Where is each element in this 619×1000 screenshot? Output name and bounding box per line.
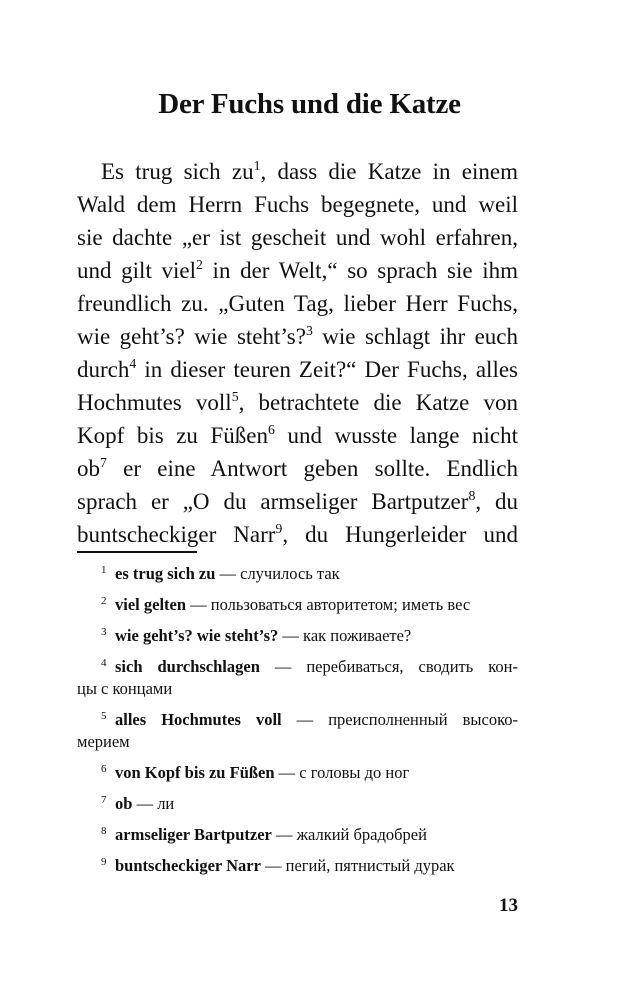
footnote-ref-6: 6 (267, 421, 275, 437)
footnote-ref-2: 2 (195, 256, 203, 272)
text-line-10: $ob^7$ er eine Antwort geben sollte. Endlich (77, 454, 518, 481)
text-line-1: Es trug sich $zu^1$, dass die Katze in einem (101, 157, 519, 184)
text-line-5: freundlich zu. „Guten Tag, lieber Herr Fuchs, (77, 291, 518, 316)
footnote-divider (77, 551, 197, 553)
footnote-7: 7 ob — ли (101, 794, 175, 813)
text-line-11: sprach er „O du armseliger Bartputzer$^8$, du (77, 487, 519, 514)
text-line-9: Kopf bis zu Füßen$^6$ und wusste lange nicht (77, 421, 519, 448)
footnote-8: 8 armseliger Bartputzer — жалкий брадобрей (101, 825, 427, 844)
footnote-ref-4: 4 (129, 355, 137, 371)
footnote-ref-9: 9 (275, 520, 283, 536)
footnote-ref-7: 7 (100, 454, 107, 470)
footnote-2: 2 viel gelten — пользоваться авторитетом; иметь вес (101, 595, 471, 614)
text-line-4: und gilt viel$^2$ in der Welt,“ so sprach sie ihm (77, 256, 518, 283)
footnote-9: 9 buntscheckiger Narr — пегий, пятнистый дурак (101, 856, 455, 875)
text-line-8: Hochmutes voll$^5$, betrachtete die Katze von (77, 388, 518, 415)
footnote-ref-5: 5 (231, 388, 239, 404)
footnote-6: 6 von Kopf bis zu Füßen — с головы до ног (101, 763, 410, 782)
story-title: Der Fuchs und die Katze (158, 88, 461, 120)
footnote-ref-1: 1 (253, 157, 261, 173)
footnote-1: 1 es trug sich zu — случилось так (101, 564, 340, 583)
text-line-12: buntscheckiger Narr$^9$, du Hungerleider und (77, 520, 518, 547)
text-line-7: durch$^4$ in dieser teuren Zeit?“ Der Fuchs, alles (77, 355, 518, 382)
footnote-4: 4 sich durchschlagen — перебиваться, сводить кон- цы с концами (77, 657, 518, 698)
footnote-3: 3 wie geht’s? wie steht’s? — как поживаете? (101, 626, 412, 645)
footnote-5: 5 alles Hochmutes voll — преисполненный высоко- мерием (77, 710, 518, 751)
page-number: 13 (499, 895, 518, 916)
footnote-ref-3: 3 (305, 322, 313, 338)
text-line-6: wie geht’s? wie steht’s?$^3$ wie schlagt ihr euch (77, 322, 518, 349)
text-line-2: Wald dem Herrn Fuchs begegnete, und weil (77, 192, 518, 217)
text-line-3: sie dachte „er ist gescheit und wohl erfahren, (77, 225, 518, 250)
footnote-ref-8: 8 (468, 487, 476, 503)
